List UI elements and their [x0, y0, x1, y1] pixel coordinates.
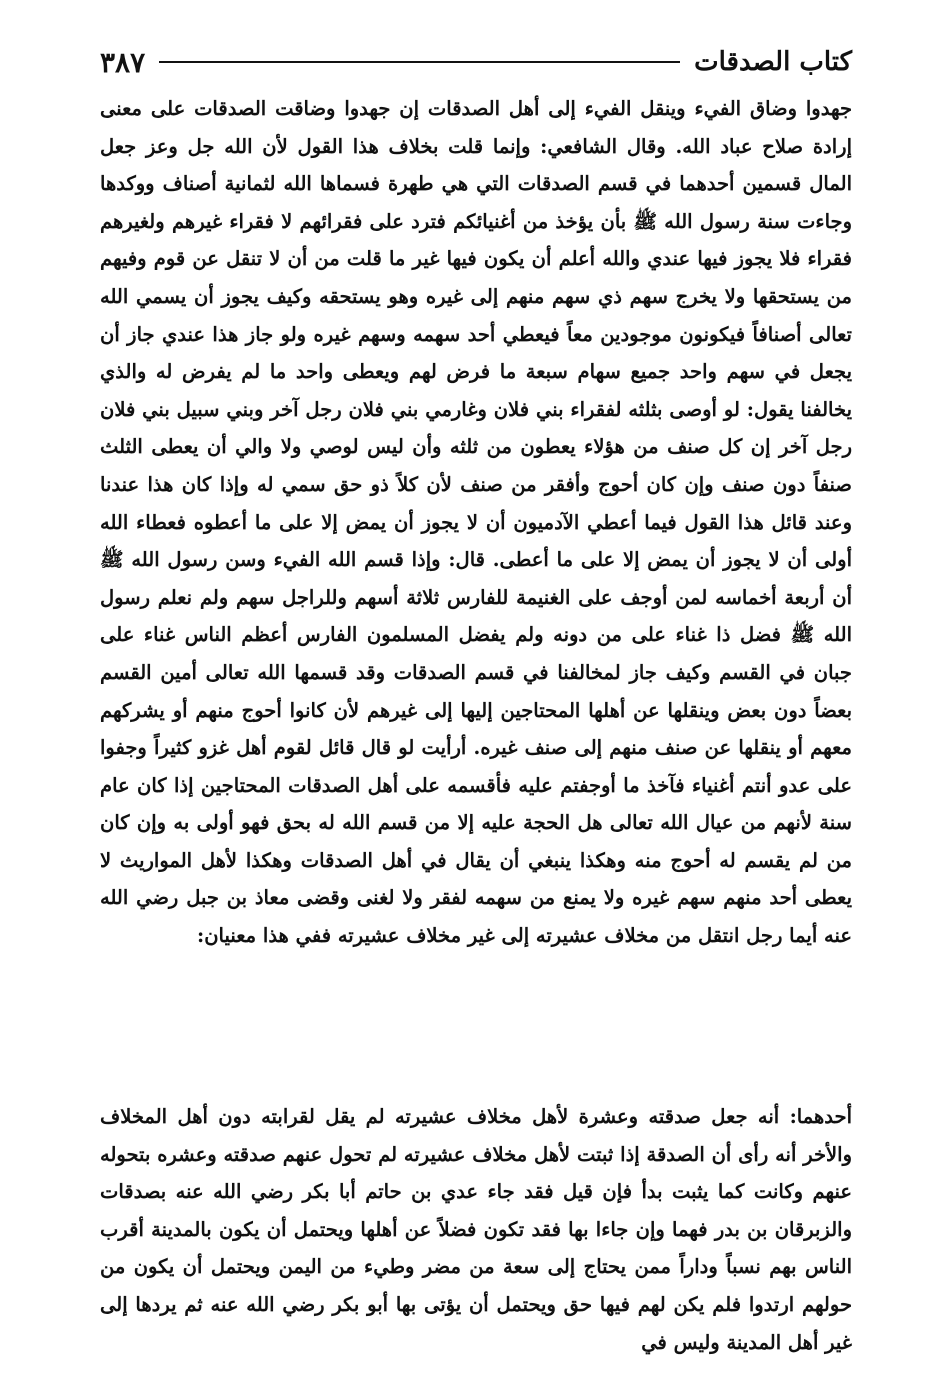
page-number: ٣٨٧ [100, 45, 146, 79]
chapter-title: كتاب الصدقات [694, 47, 852, 77]
page-header [100, 42, 852, 82]
header-rule [159, 61, 680, 63]
main-paragraph: جهدوا وضاق الفيء وينقل الفيء إلى أهل الصدقات إن جهدوا وضاقت الصدقات على معنى إرادة صلاح عباد الله. وقال الشافعي: وإنما قلت بخلاف هذا القول لأن الله جل وعز جعل المال قسمين أحدهما في قسم الصدقات التي هي طهرة فسماها الله لثمانية أصناف ووكدها وجاءت سنة رسول الله ﷺ بأن يؤخذ من أغنيائكم فترد على فقرائهم لا فقراء غيرهم ولغيرهم فقراء فلا يجوز فيها عندي والله أعلم أن يكون فيها غير ما قلت من أن لا تنقل عن قوم وفيهم من يستحقها ولا يخرج سهم ذي سهم منهم إلى غيره وهو يستحقه وكيف يجوز أن يسمي الله تعالى أصنافاً فيكونون موجودين معاً فيعطي أحد سهمه وسهم غيره ولو جاز هذا عندي جاز أن يجعل في سهم واحد جميع سهام سبعة ما فرض لهم ويعطى واحد ما لم يفرض له والذي يخالفنا يقول: لو أوصى بثلثه لفقراء بني فلان وغارمي بني فلان رجل آخر وبني سبيل بني فلان رجل آخر إن كل صنف من هؤلاء يعطون من ثلثه وأن ليس لوصي ولا والي أن يعطى الثلث صنفاً دون صنف وإن كان أحوج وأفقر من صنف لأن كلاً ذو حق سمي له وإذا كان هذا عندنا وعند قائل هذا القول فيما أعطي الآدميون أن لا يجوز أن يمض إلا على ما أعطوه فعطاء الله أولى أن لا يجوز أن يمض إلا على ما أعطى. قال: وإذا قسم الله الفيء وسن رسول الله ﷺ أن أربعة أخماسه لمن أوجف على الغنيمة للفارس ثلاثة أسهم وللراجل سهم ولم نعلم رسول الله ﷺ فضل ذا غناء على من دونه ولم يفضل المسلمون الفارس أعظم الناس غناء على جبان في القسم وكيف جاز لمخالفنا في قسم الصدقات وقد قسمها الله تعالى أمين القسم بعضاً دون بعض وينقلها عن أهلها المحتاجين إليها إلى غيرهم لأن كانوا أحوج منهم أو يشركهم معهم أو ينقلها عن صنف منهم إلى صنف غيره. أرأيت لو قال قائل لقوم أهل غزو كثيراً وجفوا على عدو أنتم أغنياء فآخذ ما أوجفتم عليه فأقسمه على أهل الصدقات المحتاجين إذا كان عام سنة لأنهم من عيال الله تعالى هل الحجة عليه إلا من قسم الله له بحق فهو أولى به وإن كان من لم يقسم له أحوج منه وهكذا ينبغي أن يقال في أهل الصدقات وهكذا لأهل المواريث لا يعطى أحد منهم سهم غيره ولا يمنع من سهمه لفقر ولا لغنى وقضى معاذ بن جبل رضي الله عنه أيما رجل انتقل من مخلاف عشيرته إلى غير مخلاف عشيرته ففي هذا معنيان: [100, 97, 852, 948]
second-paragraph: أحدهما: أنه جعل صدقته وعشرة لأهل مخلاف عشيرته لم يقل لقرابته دون أهل المخلاف والأخر أنه رأى أن الصدقة إذا ثبتت لأهل مخلاف عشيرته لم تحول عنهم صدقته وعشره بتحوله عنهم وكانت كما يثبت بدأ فإن قيل فقد جاء عدي بن حاتم أبا بكر رضي الله عنه بصدقات والزبرقان بن بدر فهما وإن جاءا بها فقد تكون فضلاً عن أهلها ويحتمل أن يكون بالمدينة أقرب الناس بهم نسباً وداراً ممن يحتاج إلى سعة من مضر وطيء من اليمن ويحتمل أن يكون من حولهم ارتدوا فلم يكن لهم فيها حق ويحتمل أن يؤتى بها أبو بكر رضي الله عنه ثم يردها إلى غير أهل المدينة وليس في [100, 1105, 852, 1354]
